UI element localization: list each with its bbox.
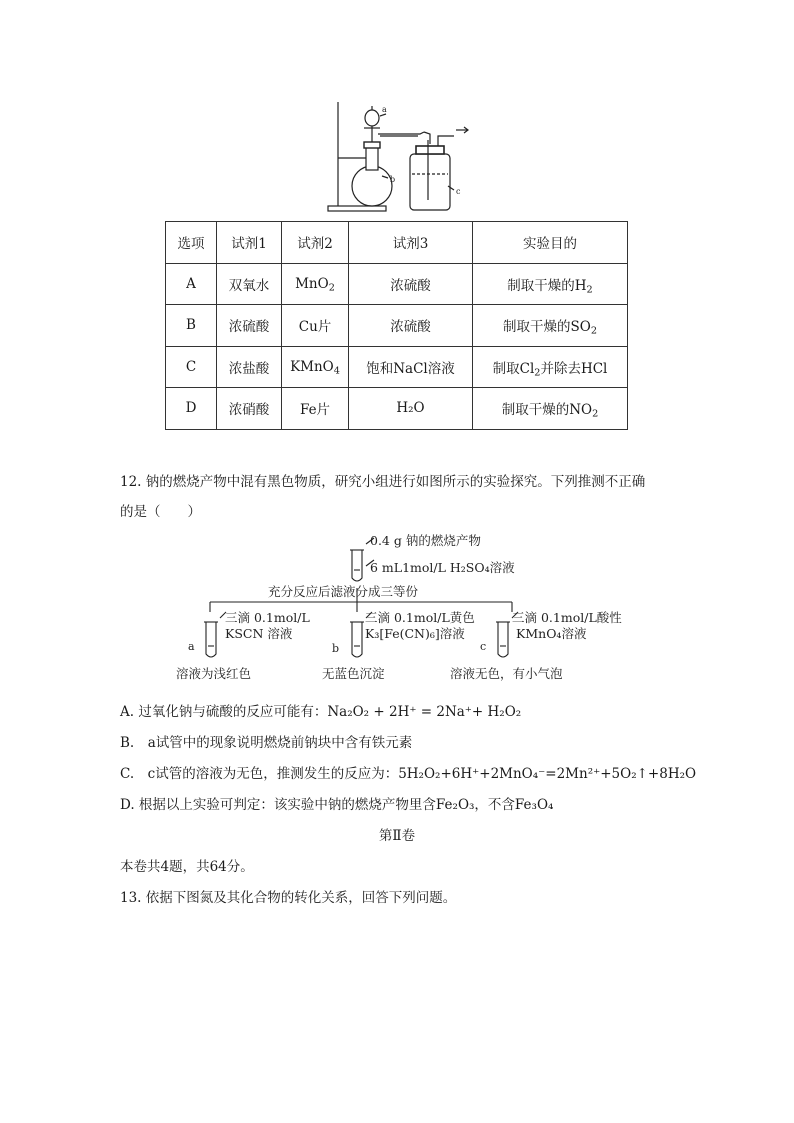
- cell-reagent-2: Fe片: [282, 388, 349, 430]
- cell-option: B: [166, 305, 217, 347]
- tube-c-reagent-line-1: 三滴 0.1mol/L酸性: [512, 610, 622, 625]
- reagent-table: [165, 221, 628, 430]
- tube-c-reagent-line-2: KMnO₄溶液: [516, 626, 587, 641]
- cell-reagent-3: 饱和NaCl溶液: [349, 346, 473, 388]
- q12-stem-line-2: 的是（ ）: [120, 504, 201, 520]
- label-b: b: [390, 175, 396, 184]
- tube-a-result: 溶液为浅红色: [176, 666, 252, 681]
- table-row: [166, 305, 628, 347]
- test-tube-a: [206, 622, 216, 657]
- q13-stem: 13. 依据下图氮及其化合物的转化关系，回答下列问题。: [120, 890, 457, 906]
- table-row: [166, 346, 628, 388]
- q12-stem-line-1: 12. 钠的燃烧产物中混有黑色物质，研究小组进行如图所示的实验探究。下列推测不正确: [120, 474, 646, 490]
- cell-reagent-1: 双氧水: [217, 263, 282, 305]
- cell-purpose: 制取$Cl_2$并除去HCl: [473, 346, 628, 388]
- q12-option-b: B. a试管中的现象说明燃烧前钠块中含有铁元素: [120, 735, 413, 751]
- header-reagent-3: 试剂3: [349, 222, 473, 264]
- section-title: 第Ⅱ卷: [378, 828, 416, 844]
- test-tube-b: [352, 622, 362, 657]
- cell-option: C: [166, 346, 217, 388]
- tube-b-result: 无蓝色沉淀: [322, 666, 385, 681]
- top-test-tube: [352, 550, 362, 581]
- header-reagent-1: 试剂1: [217, 222, 282, 264]
- cell-reagent-2: KMnO$_4$: [282, 346, 349, 388]
- tube-b-reagent-line-2: K₃[Fe(CN)₆]溶液: [365, 626, 465, 641]
- tube-c-result: 溶液无色，有小气泡: [450, 666, 563, 681]
- cell-reagent-3: H₂O: [349, 388, 473, 430]
- tube-b-label: b: [332, 642, 340, 655]
- cell-purpose: 制取干燥的$NO_2$: [473, 388, 628, 430]
- header-reagent-2: 试剂2: [282, 222, 349, 264]
- table-row: [166, 263, 628, 305]
- round-bottom-flask: [352, 166, 392, 206]
- header-purpose: 实验目的: [473, 222, 628, 264]
- sample-label: 0.4 g 钠的燃烧产物: [370, 533, 481, 548]
- cell-reagent-1: 浓盐酸: [217, 346, 282, 388]
- split-label: 充分反应后滤液分成三等份: [268, 584, 419, 599]
- cell-reagent-2: Cu片: [282, 305, 349, 347]
- header-option: 选项: [166, 222, 217, 264]
- label-a: a: [382, 105, 387, 114]
- table-header-row: [166, 222, 628, 264]
- table-row: [166, 388, 628, 430]
- gas-generation-apparatus-figure: [320, 96, 480, 218]
- test-tube-c: [498, 622, 508, 657]
- cell-reagent-3: 浓硫酸: [349, 263, 473, 305]
- tube-a-reagent-line-2: KSCN 溶液: [225, 626, 293, 641]
- tube-c-label: c: [480, 640, 487, 653]
- stand-base: [328, 206, 386, 211]
- acid-label: 6 mL1mol/L H₂SO₄溶液: [370, 560, 515, 575]
- tube-a-reagent-line-1: 三滴 0.1mol/L: [225, 610, 310, 625]
- wash-bottle: [410, 154, 450, 210]
- label-c: c: [456, 187, 461, 196]
- cell-option: A: [166, 263, 217, 305]
- tube-b-reagent-line-1: 三滴 0.1mol/L黄色: [365, 610, 475, 625]
- q12-option-a: A. 过氧化钠与硫酸的反应可能有：Na₂O₂ + 2H⁺ = 2Na⁺+ H₂O₂: [120, 704, 522, 720]
- cell-purpose: 制取干燥的$H_2$: [473, 263, 628, 305]
- cell-reagent-1: 浓硝酸: [217, 388, 282, 430]
- q12-option-d: D. 根据以上实验可判定：该实验中钠的燃烧产物里含Fe₂O₃，不含Fe₃O₄: [120, 797, 554, 813]
- cell-reagent-1: 浓硫酸: [217, 305, 282, 347]
- cell-reagent-2: MnO$_2$: [282, 263, 349, 305]
- tube-a-label: a: [188, 640, 195, 653]
- cell-option: D: [166, 388, 217, 430]
- dropping-funnel: [365, 110, 379, 126]
- cell-reagent-3: 浓硫酸: [349, 305, 473, 347]
- cell-purpose: 制取干燥的$SO_2$: [473, 305, 628, 347]
- test-tube-experiment-figure: [170, 530, 630, 682]
- section-note: 本卷共4题，共64分。: [120, 859, 254, 875]
- q12-option-c: C. c试管的溶液为无色，推测发生的反应为：5H₂O₂+6H⁺+2MnO₄⁻=2Mn²⁺+5O₂↑+8H₂O: [120, 766, 697, 782]
